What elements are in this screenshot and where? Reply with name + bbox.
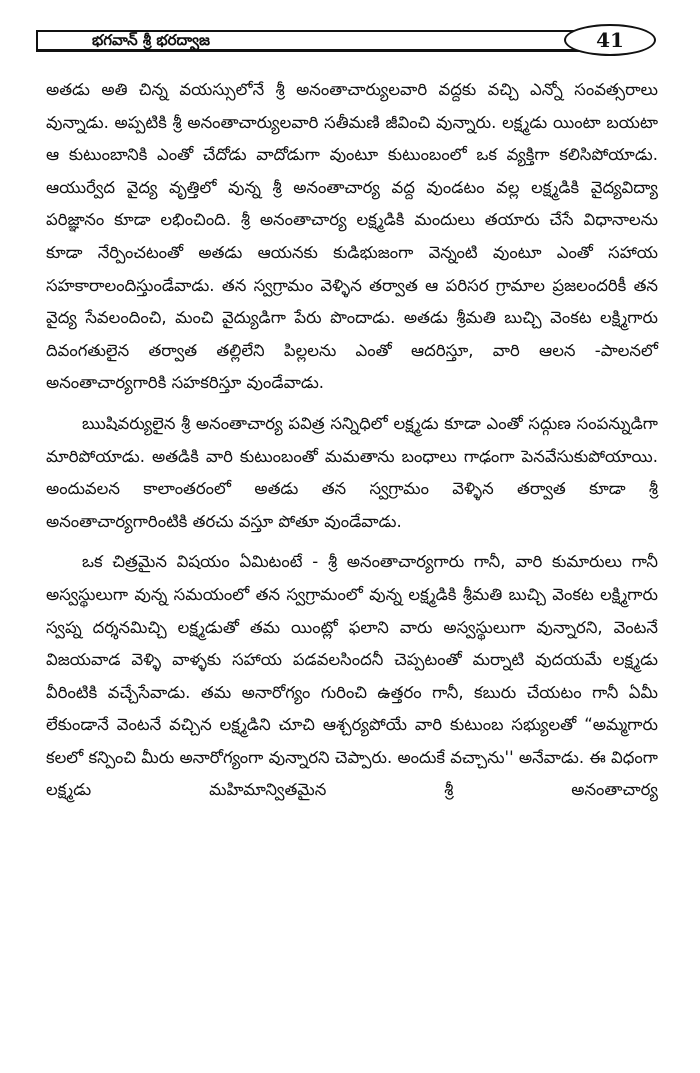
paragraph: ఒక చిత్రమైన విషయం ఏమిటంటే - శ్రీ అనంతాచార్యగారు గానీ, వారి కుమారులు గానీ అస్వస్థులుగా వున్న సమయంలో తన స్వగ్రామంలో వున్న లక్ష్మడికి శ్రీమతి బుచ్చి వెంకట లక్ష్మిగారు స్వప్న దర్శనమిచ్చి లక్ష్మడుతో తమ యింట్లో ఫలాని వారు అస్వస్థులుగా వున్నారని, వెంటనే విజయవాడ వెళ్ళి వాళ్ళకు సహాయ పడవలసిందనీ చెప్పటంతో మర్నాటి వుదయమే లక్ష్మడు వీరింటికి వచ్చేసేవాడు. తమ అనారోగ్యం గురించి ఉత్తరం గానీ, కబురు చేయటం గానీ ఏమీ లేకుండానే వెంటనే వచ్చిన లక్ష్మడిని చూచి ఆశ్చర్యపోయే వారి కుటుంబ సభ్యులతో “అమ్మగారు కలలో కన్పించి మీరు అనారోగ్యంగా వున్నారని చెప్పారు. అందుకే వచ్చాను'' అనేవాడు. ఈ విధంగా లక్ష్మడు మహిమాన్వితమైన శ్రీ అనంతాచార్య xyxy=(46,552,658,800)
page-header xyxy=(36,24,666,58)
paragraph: అతడు అతి చిన్న వయస్సులోనే శ్రీ అనంతాచార్యులవారి వద్దకు వచ్చి ఎన్నో సంవత్సరాలు వున్నాడు. అప్పటికి శ్రీ అనంతాచార్యులవారి సతీమణి జీవించి వున్నారు. లక్ష్మడు యింటా బయటా ఆ కుటుంబానికి ఎంతో చేదోడు వాదోడుగా వుంటూ కుటుంబంలో ఒక వ్యక్తిగా కలిసిపోయాడు. ఆయుర్వేద వైద్య వృత్తిలో వున్న శ్రీ అనంతాచార్య వద్ద వుండటం వల్ల లక్ష్మడికి వైద్యవిద్యా పరిజ్ఞానం కూడా లభించింది. శ్రీ అనంతాచార్య లక్ష్మడికి మందులు తయారు చేసే విధానాలను కూడా నేర్పించటంతో అతడు ఆయనకు కుడిభుజంగా వెన్నంటి వుంటూ ఎంతో సహాయ సహకారాలందిస్తుండేవాడు. తన స్వగ్రామం వెళ్ళిన తర్వాత ఆ పరిసర గ్రామాల ప్రజలందరికీ తన వైద్య సేవలందించి, మంచి వైద్యుడిగా పేరు పొందాడు. అతడు శ్రీమతి బుచ్చి వెంకట లక్ష్మిగారు దివంగతులైన తర్వాత తల్లిలేని పిల్లలను ఎంతో ఆదరిస్తూ, వారి ఆలన -పాలనలో అనంతాచార్యగారికి సహకరిస్తూ వుండేవాడు. xyxy=(46,80,658,393)
running-title: భగవాన్ శ్రీ భరద్వాజ xyxy=(92,31,210,49)
body-text xyxy=(46,74,658,815)
paragraph: ఋషివర్యులైన శ్రీ అనంతాచార్య పవిత్ర సన్నిధిలో లక్ష్మడు కూడా ఎంతో సద్గుణ సంపన్నుడిగా మారిపోయాడు. అతడికి వారి కుటుంబంతో మమతాను బంధాలు గాఢంగా పెనవేసుకుపోయాయి. అందువలన కాలాంతరంలో అతడు తన స్వగ్రామం వెళ్ళిన తర్వాత కూడా శ్రీ అనంతాచార్యగారింటికి తరచు వస్తూ పోతూ వుండేవాడు. xyxy=(46,413,658,531)
page-number: 41 xyxy=(596,28,624,52)
page-number-oval xyxy=(564,24,656,56)
